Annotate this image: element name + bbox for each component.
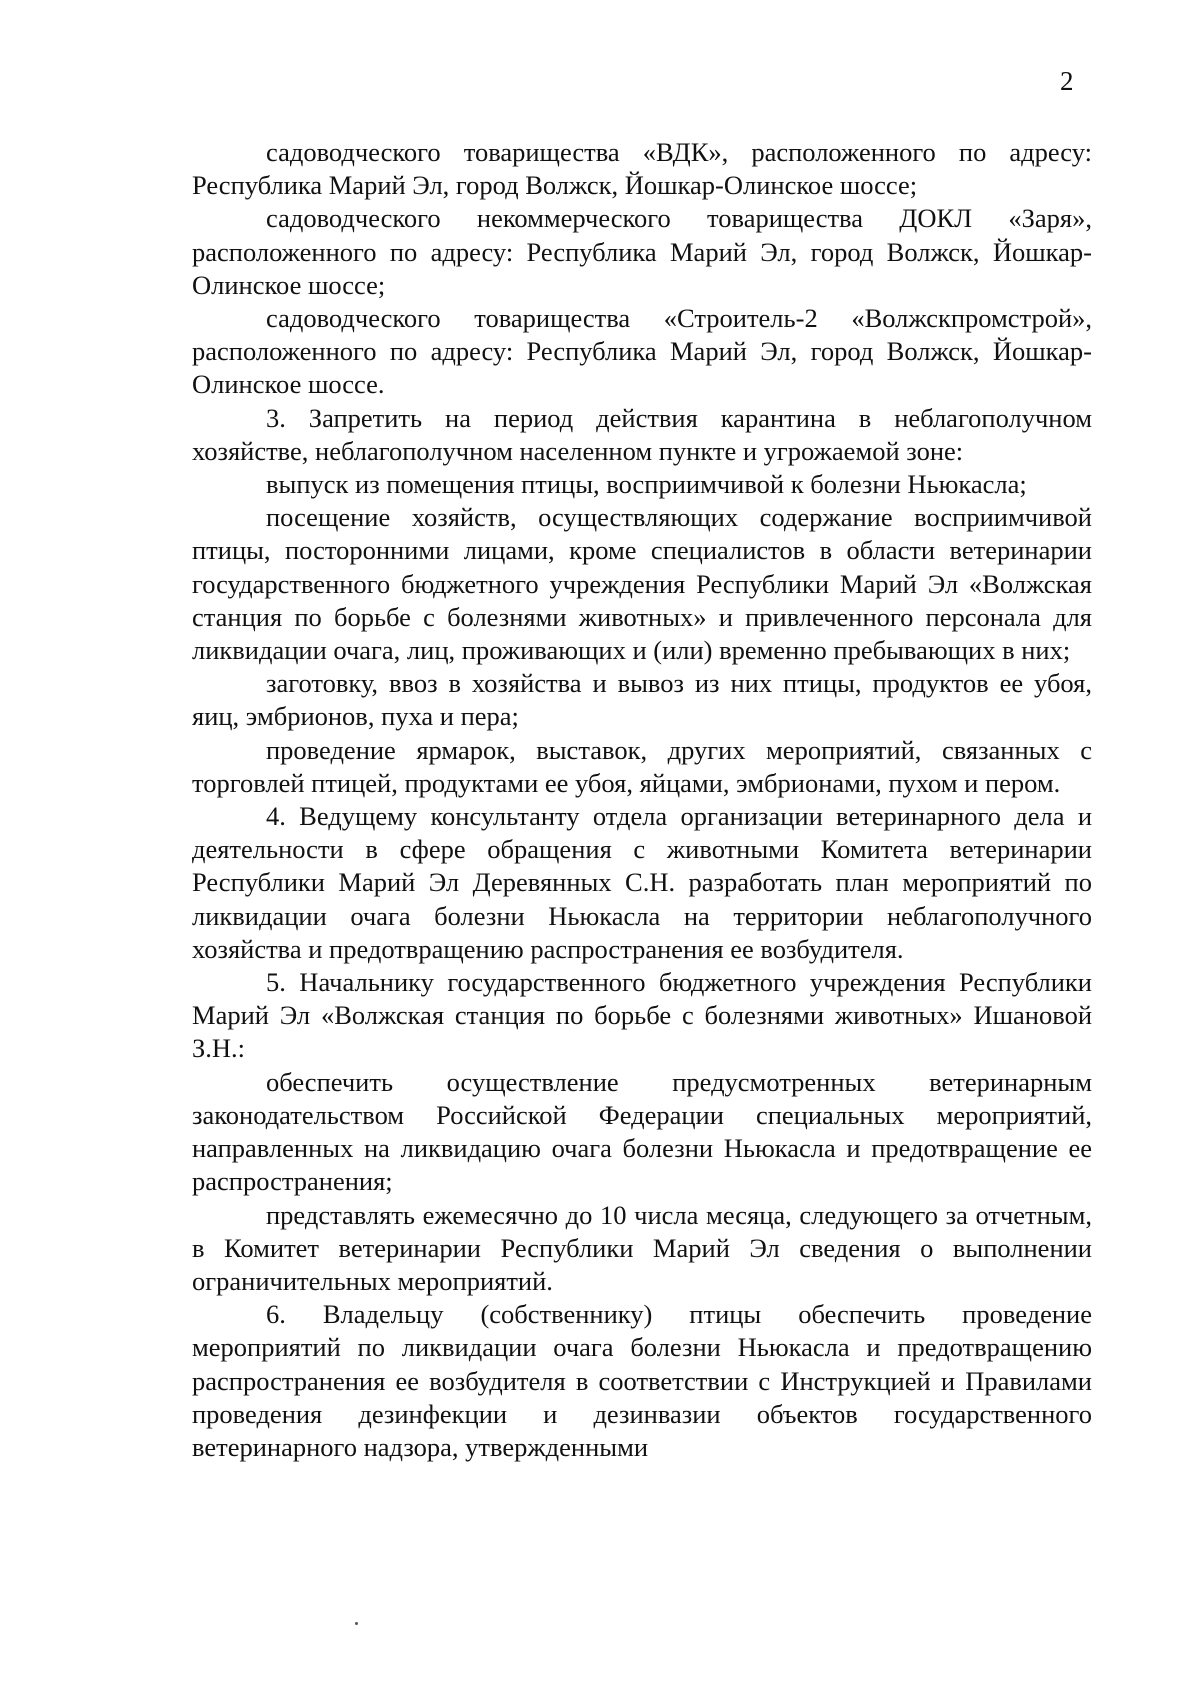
paragraph-4: 3. Запретить на период действия карантина в неблагополучном хозяйстве, неблагополучном населенном пункте и угрожаемой зоне: [192,402,1092,466]
paragraph-11: обеспечить осуществление предусмотренных ветеринарным законодательством Российской Федерации специальных мероприятий, направленных на ликвидацию очага болезни Ньюкасла и предотвращение ее распространения; [192,1066,1092,1197]
paragraph-9: 4. Ведущему консультанту отдела организации ветеринарного дела и деятельности в сфере обращения с животными Комитета ветеринарии Республики Марий Эл Деревянных С.Н. разработать план мероприятий по ликвидации очага болезни Ньюкасла на территории неблагополучного хозяйства и предотвращению распространения ее возбудителя. [192,801,1092,964]
paragraph-7: заготовку, ввоз в хозяйства и вывоз из них птицы, продуктов ее убоя, яиц, эмбрионов, пуха и пера; [192,668,1092,732]
paragraph-5: выпуск из помещения птицы, восприимчивой к болезни Ньюкасла; [266,469,1027,500]
paragraph-10: 5. Начальнику государственного бюджетного учреждения Республики Марий Эл «Волжская станция по борьбе с болезнями животных» Ишановой З.Н.: [192,967,1092,1064]
document-body [192,136,1092,1464]
paragraph-8: проведение ярмарок, выставок, других мероприятий, связанных с торговлей птицей, продуктами ее убоя, яйцами, эмбрионами, пухом и пером. [192,734,1092,798]
paragraph-12: представлять ежемесячно до 10 числа месяца, следующего за отчетным, в Комитет ветеринарии Республики Марий Эл сведения о выполнении ограничительных мероприятий. [192,1199,1092,1296]
paragraph-1: садоводческого товарищества «ВДК», расположенного по адресу: Республика Марий Эл, город Волжск, Йошкар-Олинское шоссе; [192,137,1092,201]
paragraph-13: 6. Владельцу (собственнику) птицы обеспечить проведение мероприятий по ликвидации очага болезни Ньюкасла и предотвращению распространения ее возбудителя в соответствии с Инструкцией и Правилами проведения дезинфекции и дезинвазии объектов государственного ветеринарного надзора, утвержденными [192,1299,1092,1462]
scan-speck [355,1622,358,1625]
paragraph-6: посещение хозяйств, осуществляющих содержание восприимчивой птицы, посторонними лицами, кроме специалистов в области ветеринарии государственного бюджетного учреждения Республики Марий Эл «Волжская станция по борьбе с болезнями животных» и привлеченного персонала для ликвидации очага, лиц, проживающих и (или) временно пребывающих в них; [192,502,1092,666]
page-number: 2 [1060,66,1074,96]
paragraph-3: садоводческого товарищества «Строитель-2 «Волжскпромстрой», расположенного по адресу: Республика Марий Эл, город Волжск, Йошкар-Олинское шоссе. [192,303,1092,400]
paragraph-2: садоводческого некоммерческого товарищества ДОКЛ «Заря», расположенного по адресу: Республика Марий Эл, город Волжск, Йошкар-Олинское шоссе; [192,203,1092,300]
